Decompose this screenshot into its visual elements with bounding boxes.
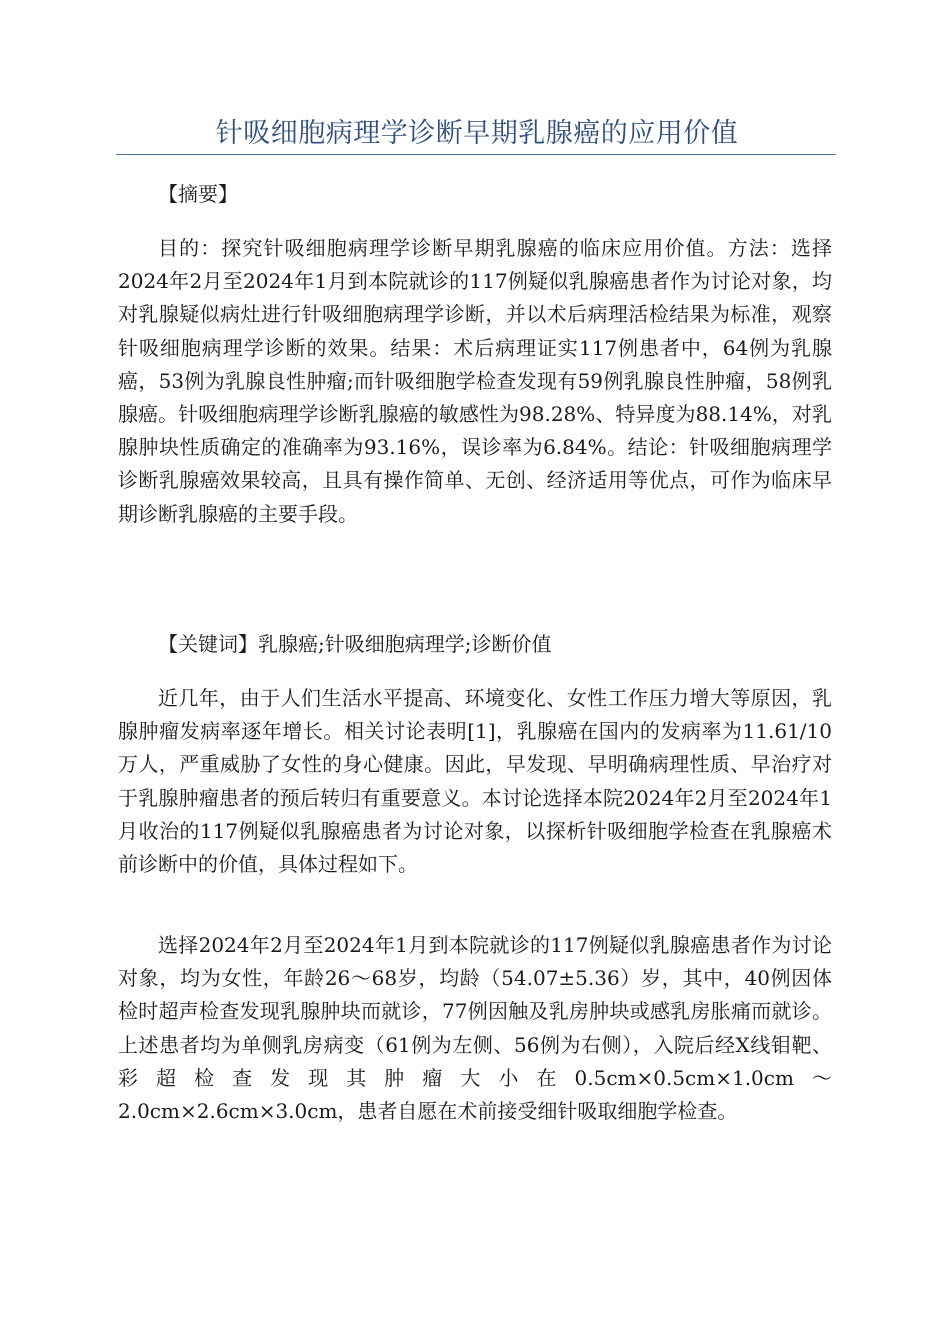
page-title: 针吸细胞病理学诊断早期乳腺癌的应用价值 [215, 118, 739, 149]
keywords-line [158, 628, 551, 661]
method-paragraph: 选择2024年2月至2024年1月到本院就诊的117例疑似乳腺癌患者作为讨论对象，均为女性，年龄26～68岁，均龄（54.07±5.36）岁，其中，40例因体检时超声检查发现乳腺肿块而就诊，77例因触及乳房肿块或感乳房胀痛而就诊。上述患者均为单侧乳房病变（61例为左侧、56例为右侧），入院后经X线钼靶、彩超检查发现其肿瘤大小在0.5cm×0.5cm×1.0cm～2.0cm×2.6cm×3.0cm，患者自愿在术前接受细针吸取细胞学检查。 [118, 933, 832, 1124]
title-underline [116, 154, 836, 155]
abstract-heading: 【摘要】 [158, 182, 238, 206]
keywords-label: 【关键词】 [158, 632, 258, 656]
keywords-text: 乳腺癌;针吸细胞病理学;诊断价值 [258, 632, 552, 656]
abstract-paragraph: 目的：探究针吸细胞病理学诊断早期乳腺癌的临床应用价值。方法：选择2024年2月至2024年1月到本院就诊的117例疑似乳腺癌患者作为讨论对象，均对乳腺疑似病灶进行针吸细胞病理学诊断，并以术后病理活检结果为标准，观察针吸细胞病理学诊断的效果。结果：术后病理证实117例患者中，64例为乳腺癌，53例为乳腺良性肿瘤;而针吸细胞学检查发现有59例乳腺良性肿瘤，58例乳腺癌。针吸细胞病理学诊断乳腺癌的敏感性为98.28%、特异度为88.14%，对乳腺肿块性质确定的准确率为93.16%，误诊率为6.84%。结论：针吸细胞病理学诊断乳腺癌效果较高，且具有操作简单、无创、经济适用等优点，可作为临床早期诊断乳腺癌的主要手段。 [118, 236, 832, 526]
intro-paragraph: 近几年，由于人们生活水平提高、环境变化、女性工作压力增大等原因，乳腺肿瘤发病率逐年增长。相关讨论表明[1]，乳腺癌在国内的发病率为11.61/10万人，严重威胁了女性的身心健康。因此，早发现、早明确病理性质、早治疗对于乳腺肿瘤患者的预后转归有重要意义。本讨论选择本院2024年2月至2024年1月收治的117例疑似乳腺癌患者为讨论对象，以探析针吸细胞学检查在乳腺癌术前诊断中的价值，具体过程如下。 [118, 686, 832, 877]
